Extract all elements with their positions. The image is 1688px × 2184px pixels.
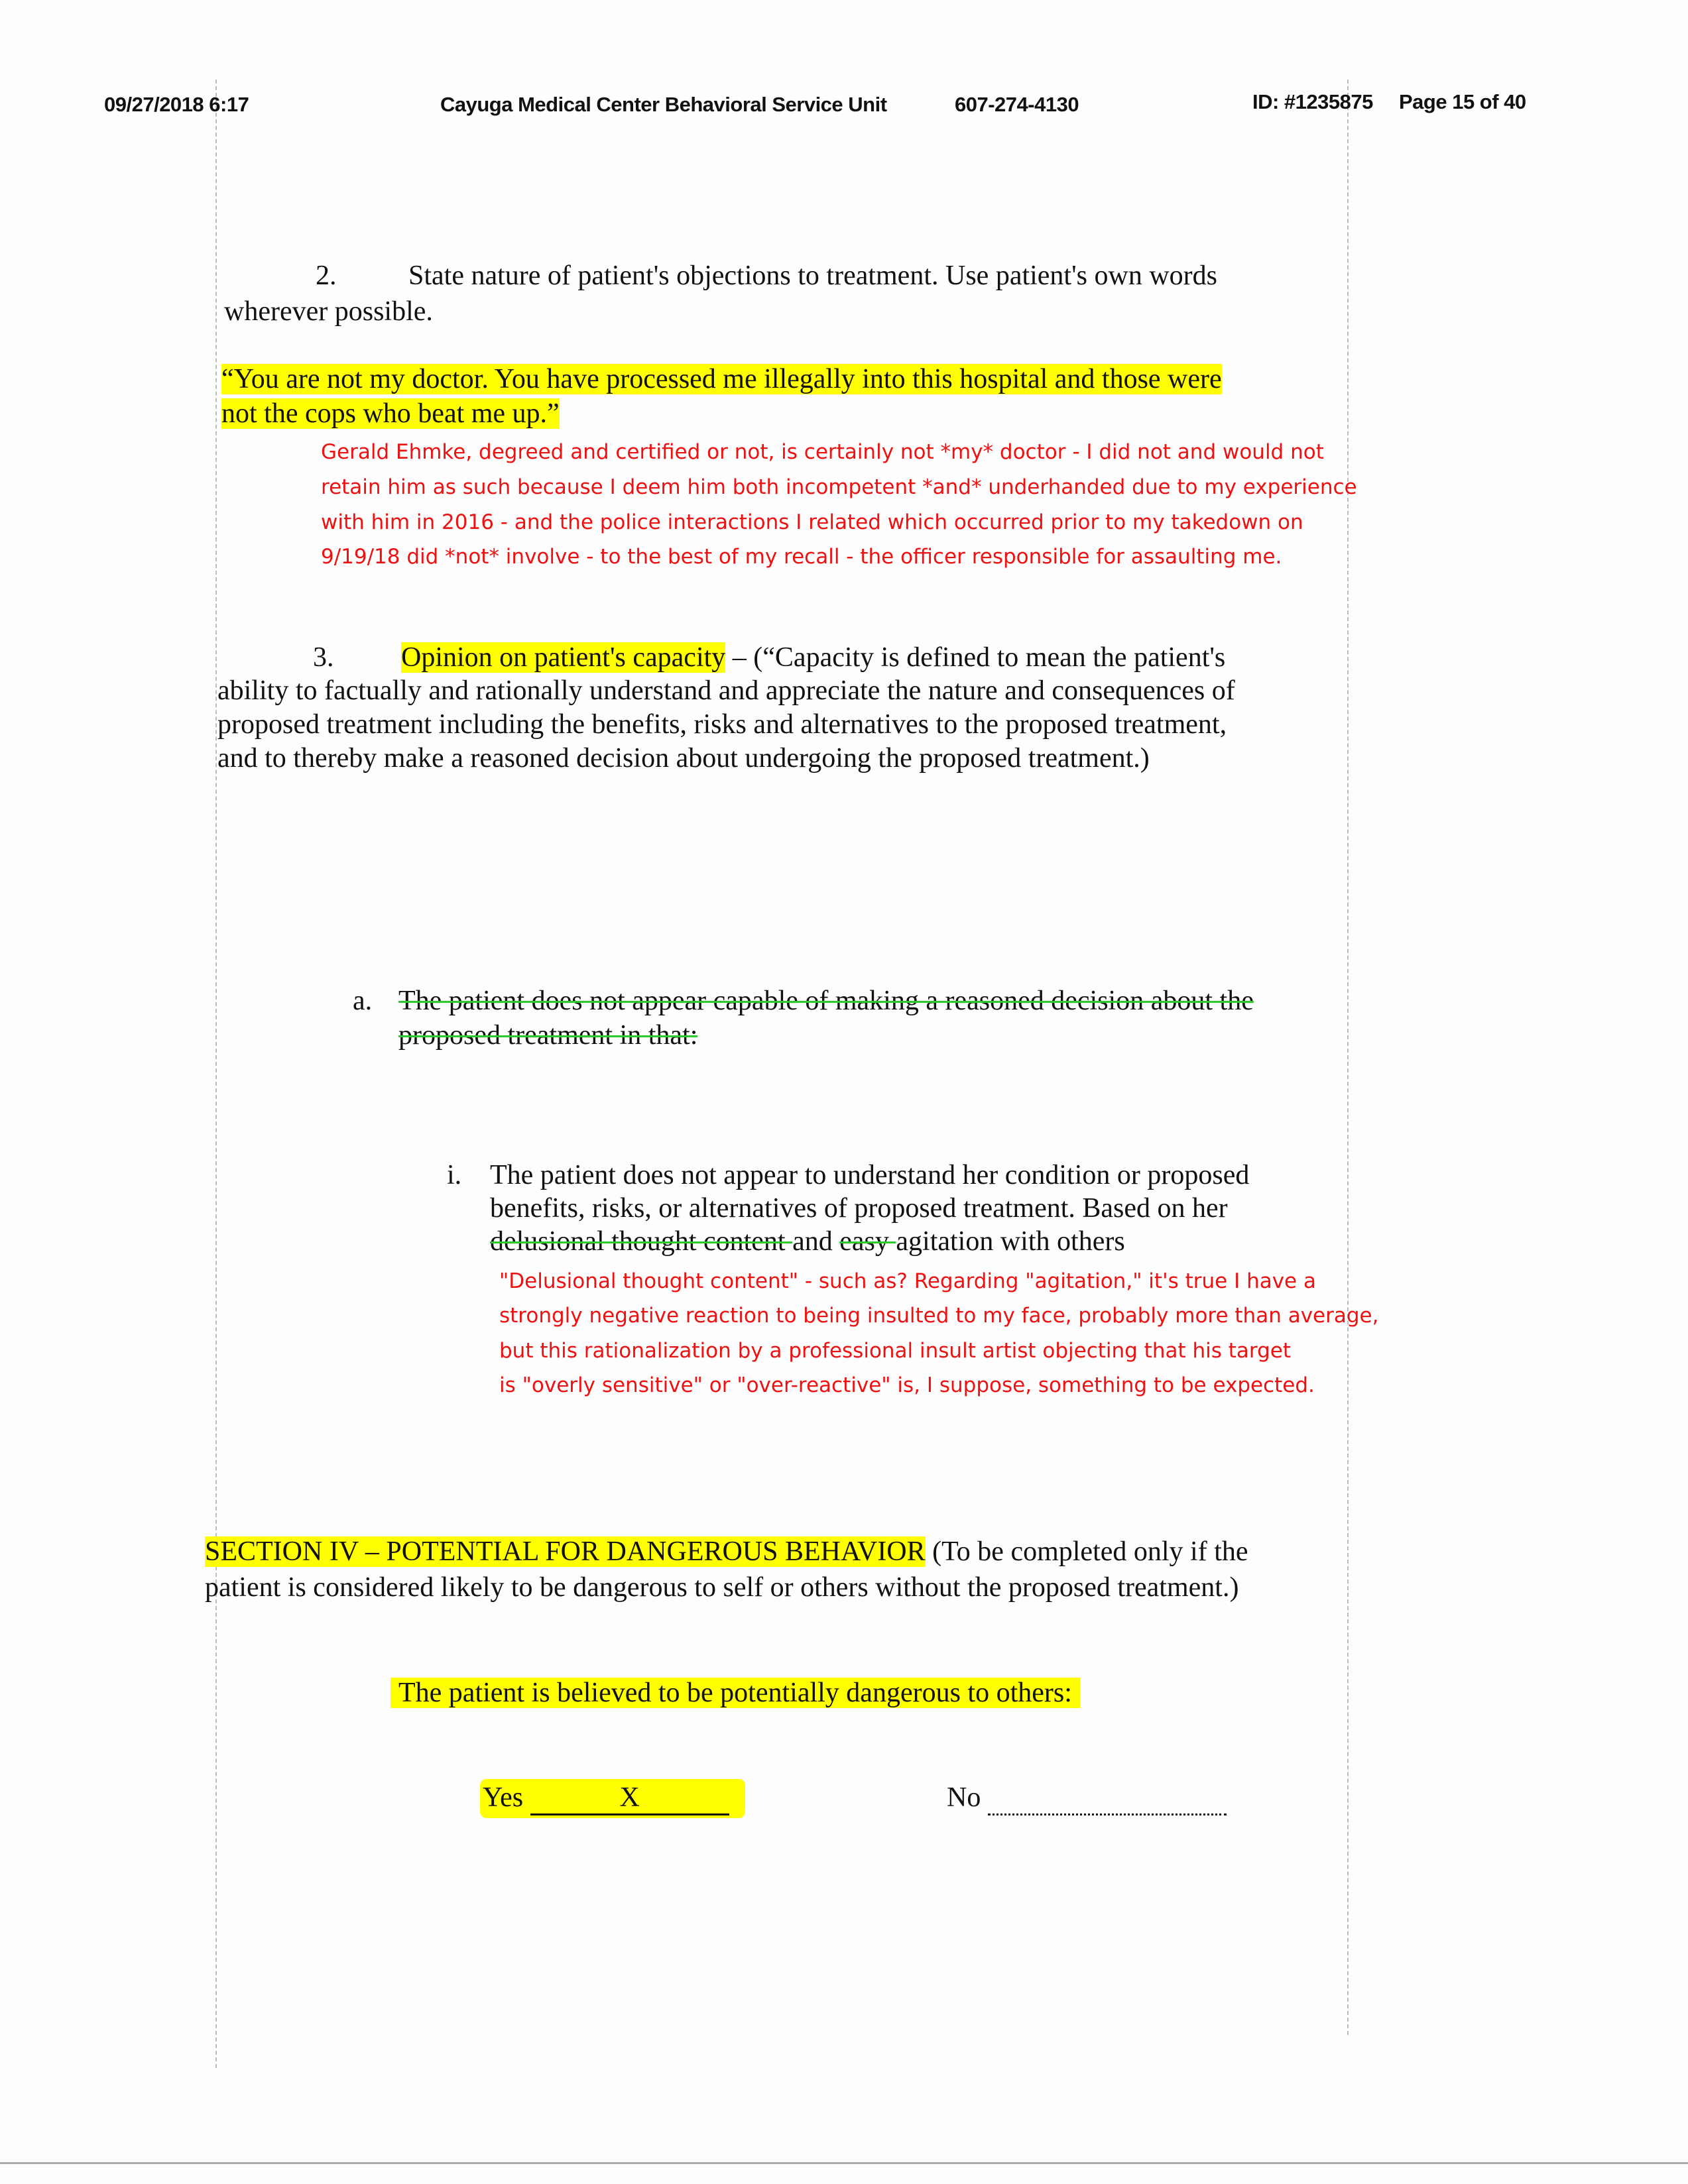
scan-border-right [1347,80,1349,2035]
yes-option [480,1779,745,1818]
patient-quote: “You are not my doctor. You have processed me illegally into this hospital and those were [221,364,1222,394]
struck-text: easy [839,1226,896,1257]
no-blank [988,1782,1227,1815]
annotation-line: but this rationalization by a professional insult artist objecting that his target [499,1339,1292,1363]
capacity-definition-cont: ability to factually and rationally understand and appreciate the nature and consequences of [217,675,1235,706]
section-iv-heading: SECTION IV – POTENTIAL FOR DANGEROUS BEHAVIOR [205,1536,926,1567]
record-id: ID: #1235875 [1252,90,1373,113]
page-number: Page 15 of 40 [1399,90,1526,113]
patient-quote-cont: not the cops who beat me up.” [221,398,560,429]
item-i-label: i. [447,1160,462,1190]
capacity-definition-cont: proposed treatment including the benefits, risks and alternatives to the proposed treatment, [217,709,1227,740]
capacity-definition: – (“Capacity is defined to mean the patient's [725,642,1226,673]
yes-mark: X [530,1782,729,1815]
capacity-heading: Opinion on patient's capacity [401,642,726,673]
item-a-struck-text: The patient does not appear capable of making a reasoned decision about the [398,986,1254,1016]
annotation-line: "Delusional thought content" - such as? Regarding "agitation," it's true I have a [499,1269,1316,1293]
annotation-line: with him in 2016 - and the police interactions I related which occurred prior to my takedown on [321,510,1303,534]
item-i-text-cont: and [792,1226,840,1257]
item-i-text: The patient does not appear to understand her condition or proposed [490,1160,1250,1190]
annotation-line: strongly negative reaction to being insulted to my face, probably more than average, [499,1304,1379,1328]
section-iv-instruction-cont: patient is considered likely to be dangerous to self or others without the proposed treatment.) [205,1572,1239,1603]
item-3-number: 3. [313,642,334,673]
scan-border-left [215,80,217,2068]
annotation-line: Gerald Ehmke, degreed and certified or not, is certainly not *my* doctor - I did not and would not [321,440,1324,464]
capacity-definition-cont: and to thereby make a reasoned decision about undergoing the proposed treatment.) [217,743,1150,774]
item-i-text-cont: agitation with others [896,1226,1125,1257]
item-2-prompt: State nature of patient's objections to treatment. Use patient's own words [408,260,1218,291]
annotation-line: retain him as such because I deem him both incompetent *and* underhanded due to my experience [321,475,1357,499]
item-2-number: 2. [316,260,337,291]
facility-phone: 607-274-4130 [955,93,1079,116]
facility-name: Cayuga Medical Center Behavioral Service Unit [440,93,887,116]
yes-label: Yes [483,1782,524,1813]
item-2-prompt-cont: wherever possible. [224,296,433,327]
item-a-label: a. [353,986,373,1016]
annotation-line: is "overly sensitive" or "over-reactive" is, I suppose, something to be expected. [499,1373,1315,1397]
no-label: No [947,1782,981,1813]
section-iv-instruction: (To be completed only if the [925,1536,1248,1567]
no-option [947,1782,1227,1815]
annotation-line: 9/19/18 did *not* involve - to the best of my recall - the officer responsible for assaulting me. [321,545,1282,569]
fax-datetime: 09/27/2018 6:17 [104,93,249,116]
danger-question: The patient is believed to be potentially dangerous to others: [391,1678,1080,1708]
item-i-text-cont: benefits, risks, or alternatives of proposed treatment. Based on her [490,1193,1228,1224]
scan-border-bottom [0,2162,1688,2164]
item-a-struck-text-cont: proposed treatment in that: [398,1020,698,1051]
struck-text: delusional thought content [490,1226,793,1257]
